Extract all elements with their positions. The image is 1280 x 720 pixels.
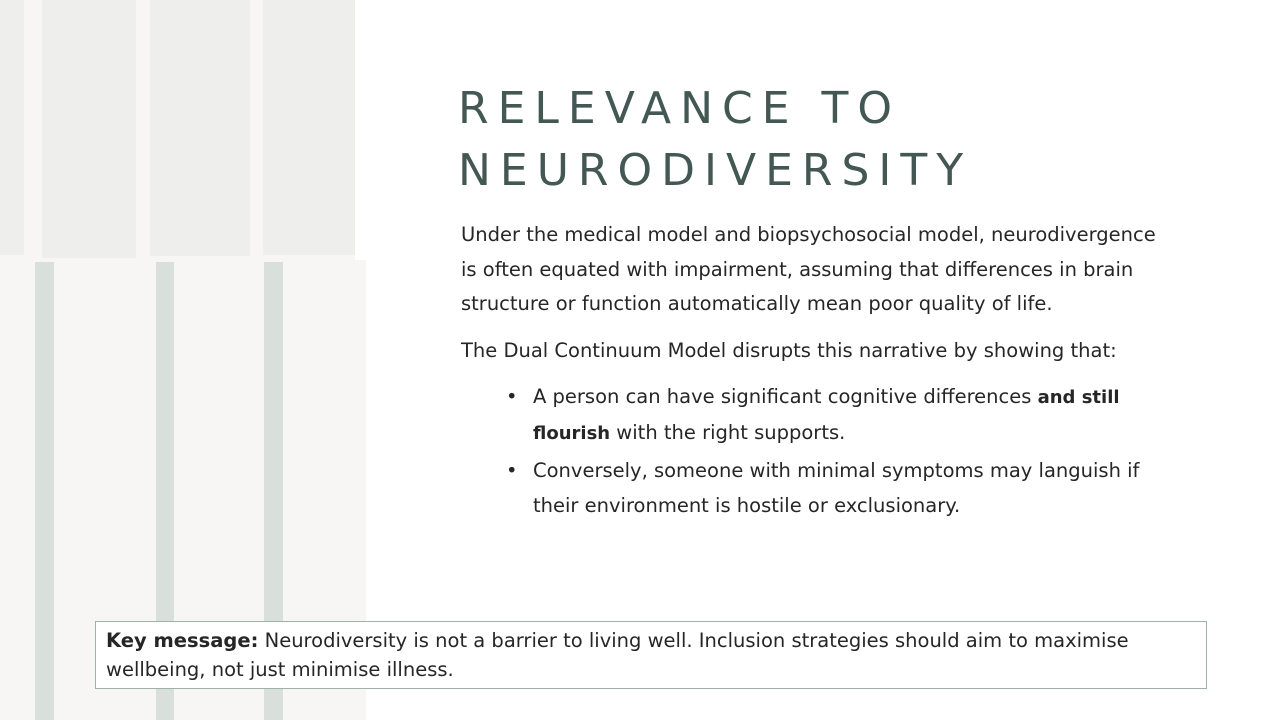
decorative-panel (263, 0, 355, 255)
bullet-item (461, 454, 1161, 523)
bullet-bold-text: and still flourish (533, 387, 1120, 444)
bullet-item (461, 380, 1161, 451)
key-message-box (95, 621, 1207, 689)
slide-title-line: NEURODIVERSITY (458, 145, 973, 196)
decorative-panel (42, 0, 136, 258)
bullet-marker: • (506, 459, 518, 482)
decorative-background (0, 0, 366, 720)
slide-title (458, 78, 1238, 202)
key-message-text: Neurodiversity is not a barrier to living well. Inclusion strategies should aim to maximise wellbeing, not just minimise illness. (106, 629, 1129, 681)
bullet-list (461, 380, 1161, 523)
key-message-label: Key message: (106, 629, 259, 652)
decorative-panel (0, 0, 24, 255)
bullet-text: Conversely, someone with minimal symptoms may languish if their environment is hostile or exclusionary. (533, 459, 1140, 517)
body-paragraph: The Dual Continuum Model disrupts this narrative by showing that: (461, 338, 1117, 362)
bullet-text: A person can have significant cognitive differences (533, 385, 1038, 408)
bullet-text: with the right supports. (610, 420, 846, 444)
body-paragraph: Under the medical model and biopsychosocial model, neurodivergence is often equated with impairment, assuming that differences in brain structure or function automatically mean poor quality of life. (461, 223, 1156, 315)
slide-body (461, 218, 1161, 523)
decorative-gap (355, 0, 366, 260)
slide-title-line: RELEVANCE TO (458, 83, 902, 134)
decorative-panel (150, 0, 250, 256)
bullet-marker: • (506, 385, 518, 408)
decorative-stripe (35, 262, 54, 720)
